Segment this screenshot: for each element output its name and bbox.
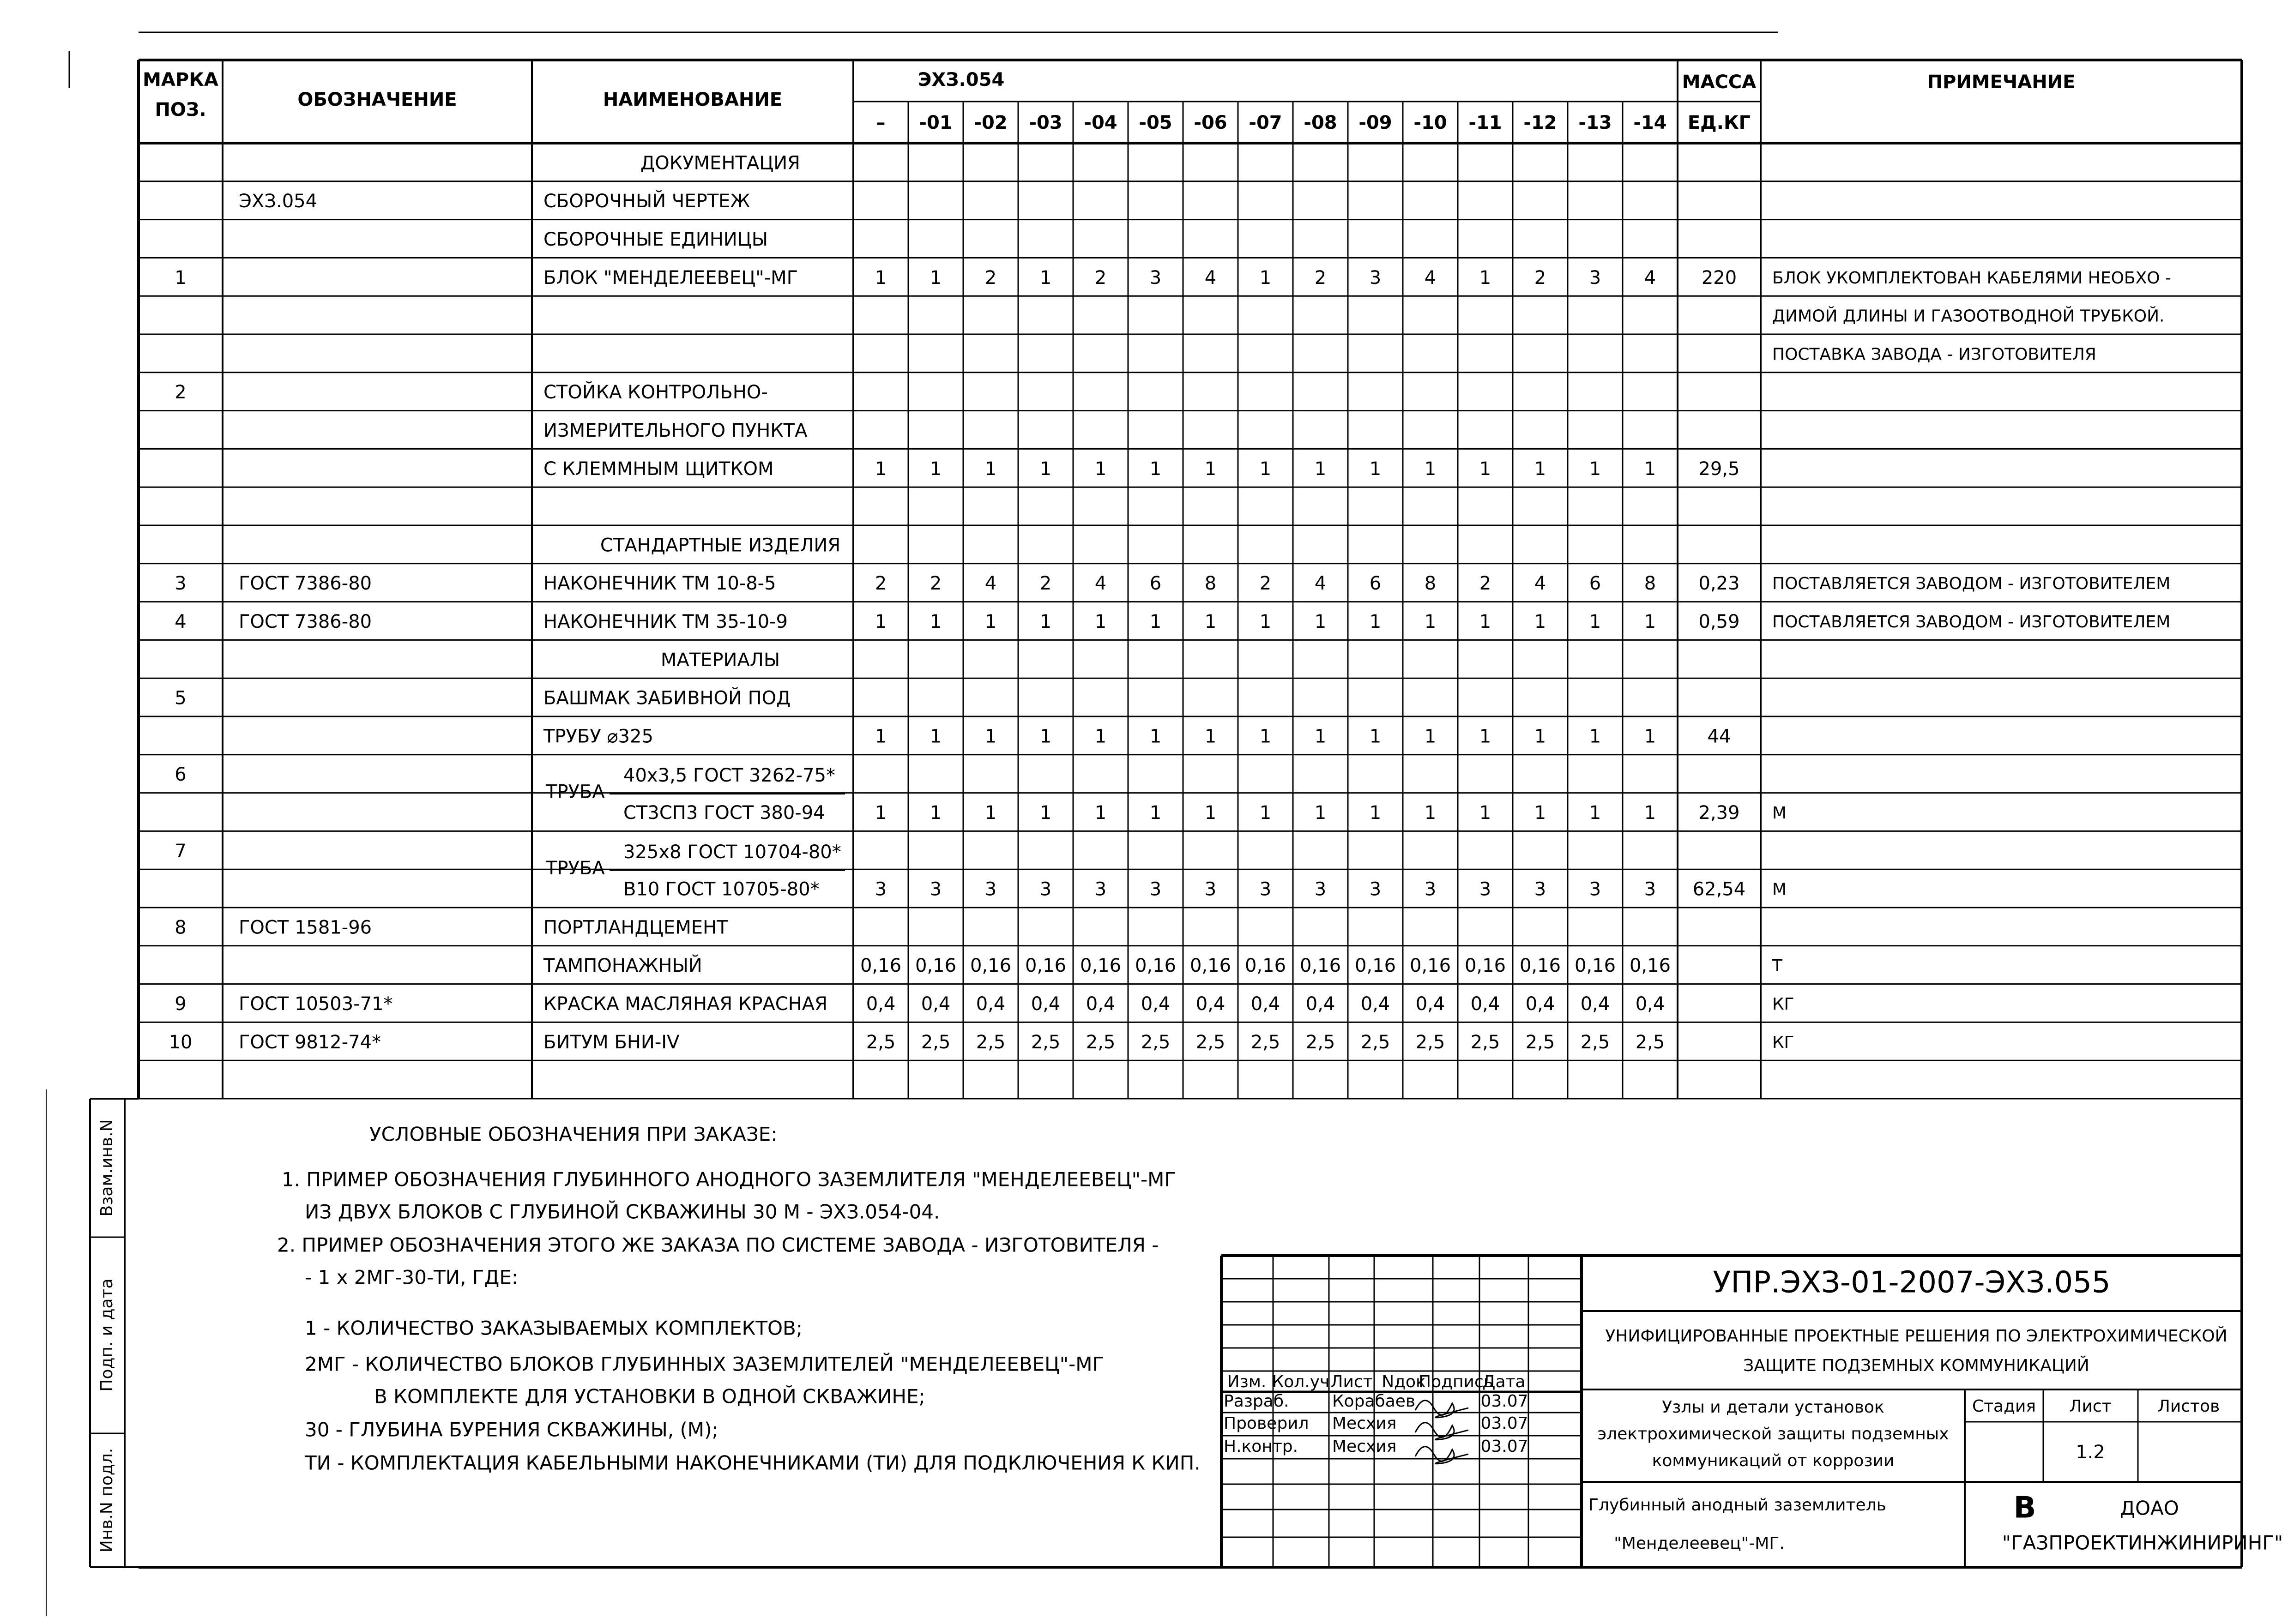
- row-note: ПОСТАВКА ЗАВОДА - ИЗГОТОВИТЕЛЯ: [1772, 345, 2096, 364]
- row-mass: 2,39: [1698, 802, 1740, 824]
- row-quantity: 2: [1314, 267, 1327, 289]
- change-header: Nдок: [1382, 1372, 1426, 1391]
- row-quantity: 1: [930, 802, 942, 824]
- row-quantity: 3: [1039, 878, 1052, 900]
- pipe-label: ТРУБА: [546, 858, 605, 879]
- row-quantity: 0,4: [866, 993, 896, 1015]
- row-quantity: 0,16: [1354, 955, 1396, 977]
- row-quantity: 0,4: [1415, 993, 1445, 1015]
- row-quantity: 0,16: [1135, 955, 1177, 977]
- row-designation: ГОСТ 1581-96: [239, 917, 372, 938]
- row-quantity: 1: [1204, 802, 1217, 824]
- row-quantity: 2: [1534, 267, 1546, 289]
- signer-name: Месхия: [1332, 1414, 1397, 1433]
- header-variant: -05: [1139, 112, 1172, 133]
- legend-line: 2. ПРИМЕР ОБОЗНАЧЕНИЯ ЭТОГО ЖЕ ЗАКАЗА ПО СИСТЕМЕ ЗАВОДА - ИЗГОТОВИТЕЛЯ -: [277, 1233, 1159, 1257]
- row-quantity: 2,5: [1086, 1031, 1116, 1053]
- project-title: ЗАЩИТЕ ПОДЗЕМНЫХ КОММУНИКАЦИЙ: [1743, 1356, 2089, 1375]
- row-note: М: [1772, 880, 1787, 899]
- legend-line: 1 - КОЛИЧЕСТВО ЗАКАЗЫВАЕМЫХ КОМПЛЕКТОВ;: [305, 1317, 803, 1340]
- row-quantity: 1: [1479, 267, 1491, 289]
- row-note: ПОСТАВЛЯЕТСЯ ЗАВОДОМ - ИЗГОТОВИТЕЛЕМ: [1772, 574, 2171, 594]
- row-quantity: 0,16: [1629, 955, 1671, 977]
- row-quantity: 0,4: [1470, 993, 1500, 1015]
- row-quantity: 1: [1534, 802, 1546, 824]
- row-quantity: 3: [875, 878, 887, 900]
- row-quantity: 1: [1039, 611, 1052, 632]
- row-quantity: 3: [984, 878, 997, 900]
- header-variant: -07: [1249, 112, 1282, 133]
- row-quantity: 1: [1644, 458, 1656, 480]
- row-quantity: 4: [1644, 267, 1656, 289]
- sheets-label: Листов: [2157, 1397, 2220, 1416]
- row-quantity: 1: [1204, 726, 1217, 747]
- row-quantity: 0,16: [1519, 955, 1561, 977]
- row-quantity: 3: [1369, 267, 1382, 289]
- row-quantity: 1: [1369, 802, 1382, 824]
- legend-line: - 1 х 2МГ-30-ТИ, ГДЕ:: [305, 1266, 518, 1289]
- row-position: 9: [175, 993, 187, 1015]
- signature-mark: [1415, 1401, 1468, 1418]
- change-header: Лист: [1330, 1372, 1373, 1391]
- header-variant: -01: [919, 112, 953, 133]
- header-variant: -06: [1194, 112, 1227, 133]
- row-name: С КЛЕММНЫМ ЩИТКОМ: [543, 458, 774, 480]
- row-quantity: 1: [1094, 458, 1107, 480]
- row-note: Т: [1772, 956, 1782, 976]
- row-quantity: 8: [1424, 573, 1437, 595]
- row-quantity: 1: [1259, 267, 1272, 289]
- row-quantity: 0,4: [1250, 993, 1280, 1015]
- row-quantity: 2,5: [1635, 1031, 1665, 1053]
- drawing-name: "Менделеевец"-МГ.: [1614, 1534, 1785, 1553]
- row-quantity: 1: [1479, 802, 1491, 824]
- row-quantity: 1: [875, 726, 887, 747]
- row-mass: 0,59: [1698, 611, 1740, 632]
- row-quantity: 1: [1589, 611, 1601, 632]
- row-quantity: 0,4: [1525, 993, 1555, 1015]
- row-quantity: 1: [1369, 726, 1382, 747]
- legend-title: УСЛОВНЫЕ ОБОЗНАЧЕНИЯ ПРИ ЗАКАЗЕ:: [369, 1123, 778, 1146]
- row-name: БАШМАК ЗАБИВНОЙ ПОД: [543, 687, 791, 709]
- row-quantity: 1: [1259, 611, 1272, 632]
- row-quantity: 1: [1204, 458, 1217, 480]
- change-header: Изм.: [1227, 1372, 1267, 1391]
- row-quantity: 2: [1479, 573, 1491, 595]
- row-quantity: 1: [1314, 802, 1327, 824]
- signer-name: Месхия: [1332, 1437, 1397, 1456]
- row-mass: 44: [1707, 726, 1731, 747]
- row-quantity: 1: [1314, 726, 1327, 747]
- row-designation: ГОСТ 9812-74*: [239, 1031, 381, 1053]
- row-quantity: 1: [875, 458, 887, 480]
- row-quantity: 0,16: [1080, 955, 1122, 977]
- row-note: ДИМОЙ ДЛИНЫ И ГАЗООТВОДНОЙ ТРУБКОЙ.: [1772, 307, 2165, 326]
- sheet-label: Лист: [2069, 1397, 2112, 1416]
- legend-line: 30 - ГЛУБИНА БУРЕНИЯ СКВАЖИНЫ, (М);: [305, 1418, 718, 1441]
- header-variant: -11: [1468, 112, 1502, 133]
- pipe-material: В10 ГОСТ 10705-80*: [623, 878, 820, 900]
- header-mass: МАССА: [1682, 72, 1757, 93]
- row-quantity: 2: [930, 573, 942, 595]
- row-quantity: 0,16: [1409, 955, 1451, 977]
- row-quantity: 0,16: [1464, 955, 1506, 977]
- row-quantity: 6: [1589, 573, 1601, 595]
- header-variant: -09: [1358, 112, 1392, 133]
- title-block: [139, 1256, 2283, 1567]
- row-quantity: 0,4: [1305, 993, 1335, 1015]
- row-position: 10: [169, 1031, 193, 1053]
- row-mass: 220: [1701, 267, 1737, 289]
- row-mass: 29,5: [1698, 458, 1740, 480]
- row-quantity: 4: [1534, 573, 1546, 595]
- row-quantity: 3: [1589, 878, 1601, 900]
- header-variant: -02: [974, 112, 1008, 133]
- drawing-name: Глубинный анодный заземлитель: [1588, 1496, 1886, 1515]
- row-quantity: 3: [1094, 878, 1107, 900]
- row-quantity: 1: [1149, 726, 1162, 747]
- row-position: 7: [175, 840, 187, 862]
- row-quantity: 1: [1369, 458, 1382, 480]
- row-quantity: 1: [984, 611, 997, 632]
- row-quantity: 8: [1204, 573, 1217, 595]
- row-quantity: 1: [930, 458, 942, 480]
- change-header: Дата: [1482, 1372, 1526, 1391]
- row-designation: ГОСТ 7386-80: [239, 611, 372, 632]
- row-mass: 62,54: [1692, 878, 1746, 900]
- stage-label: Стадия: [1972, 1397, 2036, 1416]
- row-quantity: 3: [1149, 267, 1162, 289]
- row-quantity: 0,16: [860, 955, 902, 977]
- row-name: НАКОНЕЧНИК ТМ 35-10-9: [543, 611, 788, 632]
- row-quantity: 1: [930, 267, 942, 289]
- row-name: БЛОК "МЕНДЕЛЕЕВЕЦ"-МГ: [543, 267, 798, 289]
- signer-role: Н.контр.: [1224, 1437, 1298, 1456]
- row-quantity: 1: [930, 611, 942, 632]
- side-stamp: [46, 51, 139, 1616]
- row-quantity: 1: [875, 802, 887, 824]
- row-name: БИТУМ БНИ-IV: [543, 1031, 680, 1053]
- row-quantity: 0,16: [1189, 955, 1232, 977]
- row-quantity: 3: [1204, 878, 1217, 900]
- row-name: СБОРОЧНЫЙ ЧЕРТЕЖ: [543, 191, 750, 212]
- row-quantity: 1: [1039, 802, 1052, 824]
- row-quantity: 1: [1424, 611, 1437, 632]
- change-header: Подпись: [1419, 1372, 1493, 1391]
- row-quantity: 0,4: [1141, 993, 1171, 1015]
- row-name: ПОРТЛАНДЦЕМЕНТ: [543, 917, 728, 938]
- row-quantity: 1: [1369, 611, 1382, 632]
- header-pos: МАРКА: [143, 69, 218, 90]
- row-quantity: 0,16: [915, 955, 957, 977]
- row-quantity: 3: [1589, 267, 1601, 289]
- header-variant-group: ЭХЗ.054: [918, 69, 1005, 90]
- row-quantity: 2: [875, 573, 887, 595]
- row-quantity: 2,5: [1580, 1031, 1610, 1053]
- org-name: ДОАО: [2120, 1497, 2179, 1520]
- row-quantity: 1: [1094, 802, 1107, 824]
- row-note: БЛОК УКОМПЛЕКТОВАН КАБЕЛЯМИ НЕОБХО -: [1772, 268, 2172, 288]
- row-quantity: 1: [1039, 726, 1052, 747]
- row-quantity: 3: [1259, 878, 1272, 900]
- header-designation: ОБОЗНАЧЕНИЕ: [297, 89, 457, 110]
- row-quantity: 4: [1314, 573, 1327, 595]
- row-quantity: 2,5: [1305, 1031, 1335, 1053]
- row-quantity: 3: [930, 878, 942, 900]
- row-quantity: 2,5: [976, 1031, 1006, 1053]
- row-quantity: 1: [1259, 458, 1272, 480]
- section-title: ДОКУМЕНТАЦИЯ: [640, 152, 800, 174]
- row-quantity: 3: [1534, 878, 1546, 900]
- row-note: КГ: [1772, 1033, 1794, 1052]
- row-quantity: 1: [1094, 726, 1107, 747]
- signature-date: 03.07: [1480, 1414, 1528, 1433]
- row-quantity: 0,4: [1360, 993, 1390, 1015]
- header-variant: -03: [1029, 112, 1062, 133]
- row-position: 5: [175, 687, 187, 709]
- row-quantity: 1: [1094, 611, 1107, 632]
- row-quantity: 1: [1424, 458, 1437, 480]
- side-stamp-label: Взам.инв.N: [97, 1119, 116, 1217]
- row-quantity: 6: [1149, 573, 1162, 595]
- row-quantity: 1: [1259, 726, 1272, 747]
- signer-role: Проверил: [1224, 1414, 1309, 1433]
- section-title: коммуникаций от коррозии: [1652, 1451, 1895, 1470]
- row-note: М: [1772, 804, 1787, 823]
- signature-date: 03.07: [1480, 1437, 1528, 1456]
- row-quantity: 1: [1204, 611, 1217, 632]
- header-note: ПРИМЕЧАНИЕ: [1927, 72, 2076, 93]
- pipe-size: 40х3,5 ГОСТ 3262-75*: [623, 765, 835, 787]
- row-position: 8: [175, 917, 187, 938]
- row-quantity: 4: [984, 573, 997, 595]
- project-title: УНИФИЦИРОВАННЫЕ ПРОЕКТНЫЕ РЕШЕНИЯ ПО ЭЛЕКТРОХИМИЧЕСКОЙ: [1605, 1327, 2228, 1346]
- org-logo-icon: В: [2013, 1491, 2036, 1525]
- row-quantity: 4: [1094, 573, 1107, 595]
- section-title: МАТЕРИАЛЫ: [660, 649, 780, 671]
- row-quantity: 6: [1369, 573, 1382, 595]
- row-position: 3: [175, 573, 187, 595]
- header-pos: ПОЗ.: [155, 99, 206, 120]
- row-quantity: 1: [875, 611, 887, 632]
- section-title: СТАНДАРТНЫЕ ИЗДЕЛИЯ: [600, 535, 841, 556]
- sheet-number: 1.2: [2076, 1442, 2105, 1463]
- row-quantity: 3: [1424, 878, 1437, 900]
- row-mass: 0,23: [1698, 573, 1740, 595]
- row-quantity: 2,5: [1031, 1031, 1061, 1053]
- row-quantity: 1: [1039, 458, 1052, 480]
- header-mass-unit: ЕД.КГ: [1687, 112, 1751, 133]
- row-quantity: 2,5: [1415, 1031, 1445, 1053]
- row-position: 1: [175, 267, 187, 289]
- header-variant: –: [876, 112, 886, 133]
- row-quantity: 3: [1149, 878, 1162, 900]
- row-quantity: 1: [1479, 611, 1491, 632]
- row-position: 2: [175, 382, 187, 403]
- row-quantity: 1: [1479, 726, 1491, 747]
- row-quantity: 0,16: [1244, 955, 1286, 977]
- row-quantity: 3: [1479, 878, 1491, 900]
- row-quantity: 4: [1204, 267, 1217, 289]
- row-name: ИЗМЕРИТЕЛЬНОГО ПУНКТА: [543, 420, 808, 441]
- row-quantity: 2: [1094, 267, 1107, 289]
- row-quantity: 2: [1259, 573, 1272, 595]
- org-name: "ГАЗПРОЕКТИНЖИНИРИНГ": [2002, 1531, 2283, 1554]
- header-variant: -13: [1578, 112, 1612, 133]
- row-note: КГ: [1772, 995, 1794, 1014]
- row-quantity: 2,5: [1250, 1031, 1280, 1053]
- row-quantity: 1: [1534, 458, 1546, 480]
- row-quantity: 0,4: [1086, 993, 1116, 1015]
- row-name: КРАСКА МАСЛЯНАЯ КРАСНАЯ: [543, 993, 827, 1015]
- row-quantity: 0,4: [1635, 993, 1665, 1015]
- header-variant: -12: [1523, 112, 1557, 133]
- row-quantity: 2: [984, 267, 997, 289]
- row-quantity: 0,4: [1031, 993, 1061, 1015]
- row-quantity: 1: [1424, 726, 1437, 747]
- legend-line: ИЗ ДВУХ БЛОКОВ С ГЛУБИНОЙ СКВАЖИНЫ 30 М - ЭХЗ.054-04.: [305, 1200, 940, 1223]
- row-designation: ГОСТ 7386-80: [239, 573, 372, 595]
- row-quantity: 1: [875, 267, 887, 289]
- row-position: 4: [175, 611, 187, 632]
- row-quantity: 1: [930, 726, 942, 747]
- row-name: СТОЙКА КОНТРОЛЬНО-: [543, 382, 768, 403]
- row-quantity: 0,16: [1025, 955, 1067, 977]
- row-designation: ЭХЗ.054: [239, 191, 318, 212]
- row-quantity: 1: [1424, 802, 1437, 824]
- pipe-size: 325х8 ГОСТ 10704-80*: [623, 841, 841, 863]
- change-header: Кол.уч: [1272, 1372, 1330, 1391]
- document-code: УПР.ЭХЗ-01-2007-ЭХЗ.055: [1713, 1265, 2111, 1300]
- signature-date: 03.07: [1480, 1392, 1528, 1411]
- row-quantity: 1: [984, 458, 997, 480]
- row-quantity: 1: [1534, 726, 1546, 747]
- row-quantity: 0,4: [1195, 993, 1225, 1015]
- signature-mark: [1415, 1423, 1468, 1440]
- row-quantity: 3: [1314, 878, 1327, 900]
- row-designation: ГОСТ 10503-71*: [239, 993, 393, 1015]
- row-quantity: 0,4: [976, 993, 1006, 1015]
- row-quantity: 1: [1149, 458, 1162, 480]
- row-quantity: 4: [1424, 267, 1437, 289]
- side-stamp-label: Подп. и дата: [97, 1278, 116, 1392]
- row-quantity: 1: [984, 802, 997, 824]
- row-name: НАКОНЕЧНИК ТМ 10-8-5: [543, 573, 776, 595]
- row-quantity: 2: [1039, 573, 1052, 595]
- row-quantity: 3: [1644, 878, 1656, 900]
- row-quantity: 2,5: [866, 1031, 896, 1053]
- order-legend: [277, 1123, 1201, 1474]
- row-quantity: 0,16: [1574, 955, 1616, 977]
- row-quantity: 0,16: [1299, 955, 1341, 977]
- row-quantity: 1: [1149, 611, 1162, 632]
- header-variant: -14: [1633, 112, 1667, 133]
- row-quantity: 1: [1534, 611, 1546, 632]
- header-name: НАИМЕНОВАНИЕ: [603, 89, 783, 110]
- row-name: СБОРОЧНЫЕ ЕДИНИЦЫ: [543, 229, 768, 250]
- row-quantity: 1: [1479, 458, 1491, 480]
- row-quantity: 0,4: [921, 993, 951, 1015]
- row-quantity: 1: [1039, 267, 1052, 289]
- signature-mark: [1415, 1447, 1468, 1464]
- section-title: электрохимической защиты подземных: [1597, 1425, 1949, 1444]
- signer-name: Корабаев: [1332, 1392, 1416, 1411]
- row-quantity: 1: [1589, 726, 1601, 747]
- row-quantity: 0,16: [970, 955, 1012, 977]
- row-quantity: 1: [1644, 726, 1656, 747]
- row-quantity: 1: [1589, 458, 1601, 480]
- row-quantity: 2,5: [921, 1031, 951, 1053]
- row-quantity: 2,5: [1195, 1031, 1225, 1053]
- row-quantity: 1: [1644, 611, 1656, 632]
- legend-line: ТИ - КОМПЛЕКТАЦИЯ КАБЕЛЬНЫМИ НАКОНЕЧНИКАМИ (ТИ) ДЛЯ ПОДКЛЮЧЕНИЯ К КИП.: [305, 1451, 1201, 1474]
- row-quantity: 2,5: [1525, 1031, 1555, 1053]
- row-name: ТРУБУ ⌀325: [543, 726, 653, 747]
- legend-line: 1. ПРИМЕР ОБОЗНАЧЕНИЯ ГЛУБИННОГО АНОДНОГО ЗАЗЕМЛИТЕЛЯ "МЕНДЕЛЕЕВЕЦ"-МГ: [282, 1168, 1176, 1191]
- signer-role: Разраб.: [1224, 1392, 1289, 1411]
- row-quantity: 1: [984, 726, 997, 747]
- row-quantity: 1: [1259, 802, 1272, 824]
- row-quantity: 2,5: [1470, 1031, 1500, 1053]
- header-variant: -10: [1413, 112, 1447, 133]
- header-variant: -08: [1304, 112, 1337, 133]
- row-quantity: 2,5: [1360, 1031, 1390, 1053]
- header-variant: -04: [1084, 112, 1117, 133]
- row-quantity: 1: [1314, 611, 1327, 632]
- row-note: ПОСТАВЛЯЕТСЯ ЗАВОДОМ - ИЗГОТОВИТЕЛЕМ: [1772, 613, 2171, 632]
- row-quantity: 1: [1589, 802, 1601, 824]
- row-quantity: 2,5: [1141, 1031, 1171, 1053]
- row-quantity: 0,4: [1580, 993, 1610, 1015]
- row-quantity: 8: [1644, 573, 1656, 595]
- pipe-label: ТРУБА: [546, 781, 605, 803]
- legend-line: 2МГ - КОЛИЧЕСТВО БЛОКОВ ГЛУБИННЫХ ЗАЗЕМЛИТЕЛЕЙ "МЕНДЕЛЕЕВЕЦ"-МГ: [305, 1353, 1105, 1376]
- row-quantity: 1: [1149, 802, 1162, 824]
- row-position: 6: [175, 764, 187, 786]
- pipe-material: СТ3СП3 ГОСТ 380-94: [623, 802, 825, 824]
- row-name: ТАМПОНАЖНЫЙ: [543, 955, 702, 977]
- section-title: Узлы и детали установок: [1662, 1398, 1884, 1417]
- row-quantity: 3: [1369, 878, 1382, 900]
- legend-line: В КОМПЛЕКТЕ ДЛЯ УСТАНОВКИ В ОДНОЙ СКВАЖИНЕ;: [374, 1385, 925, 1408]
- side-stamp-label: Инв.N подл.: [97, 1448, 116, 1553]
- row-quantity: 1: [1314, 458, 1327, 480]
- row-quantity: 1: [1644, 802, 1656, 824]
